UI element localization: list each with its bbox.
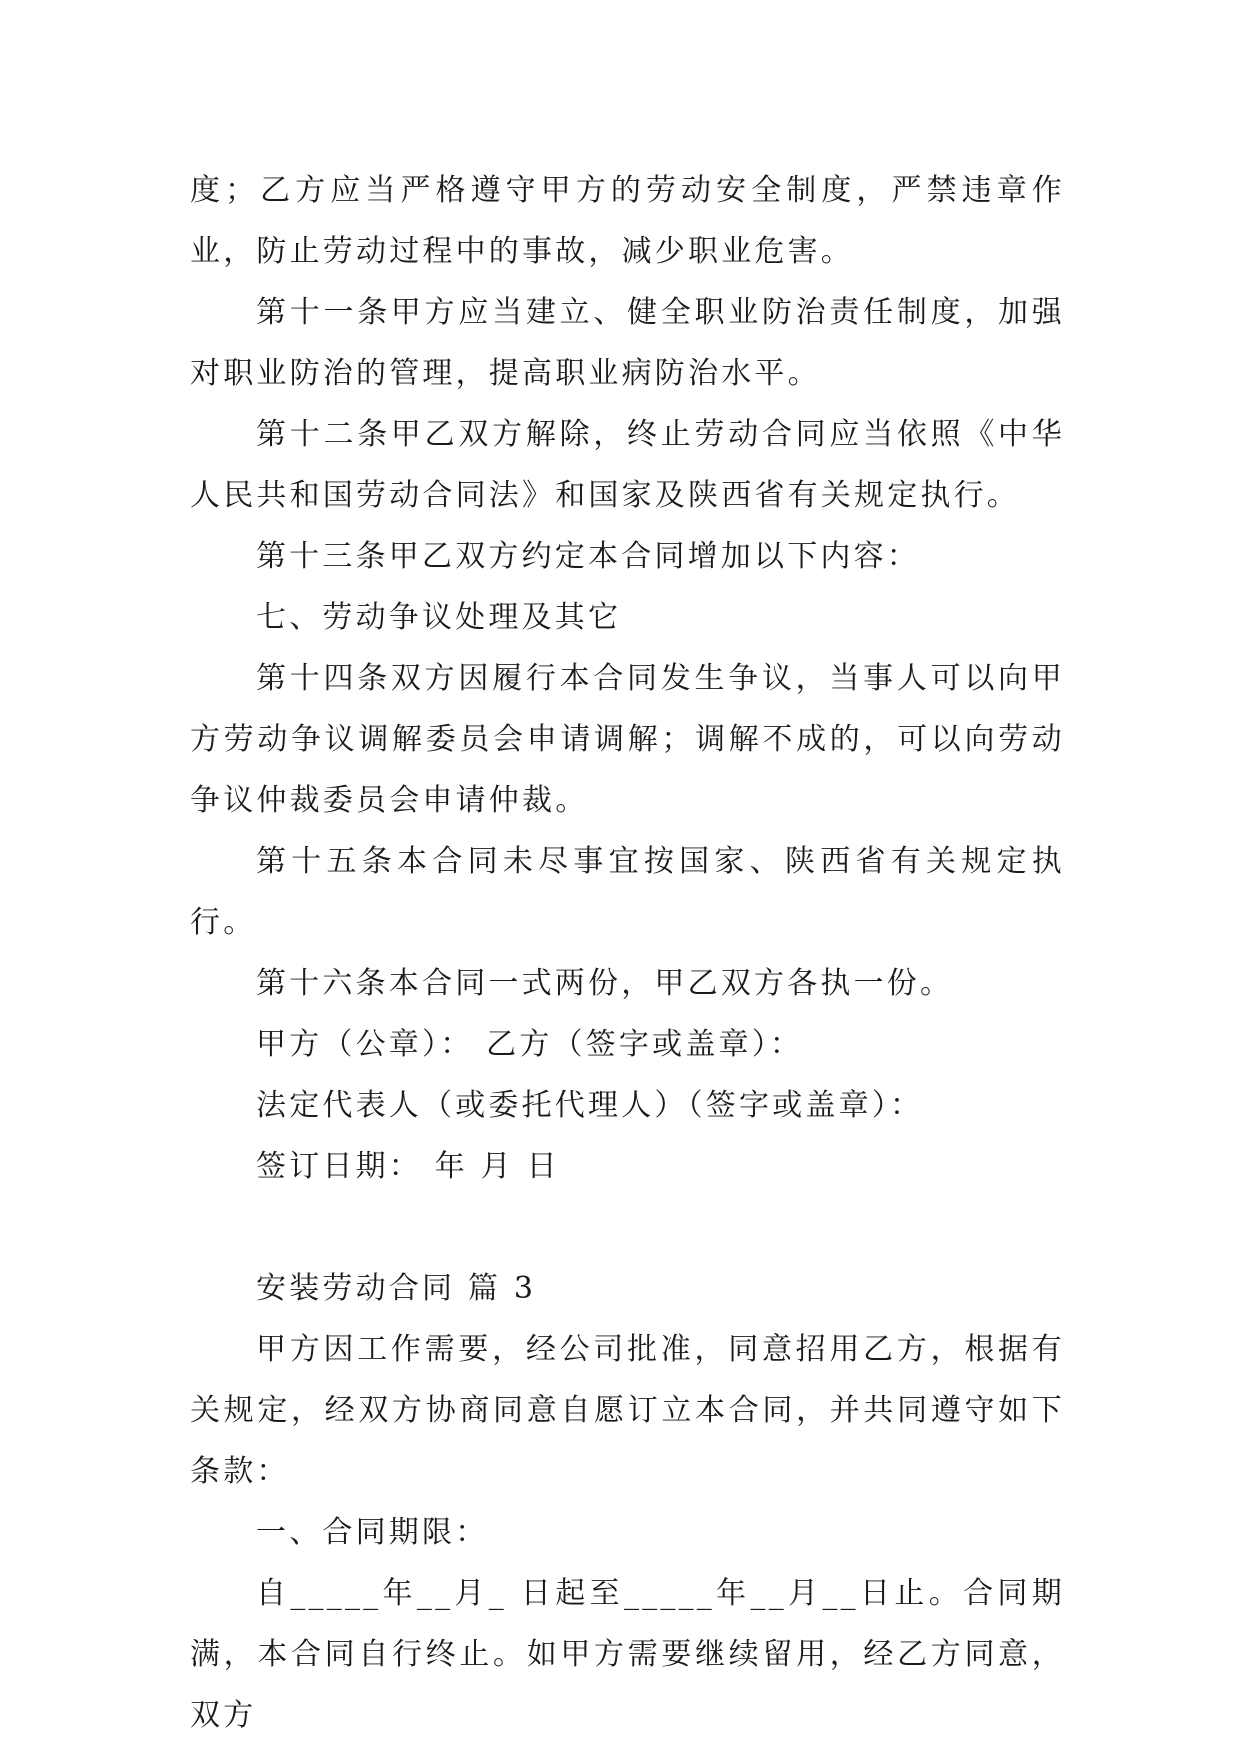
blank-line: [190, 1197, 1065, 1258]
paragraph-article-15: 第十五条本合同未尽事宜按国家、陕西省有关规定执行。: [190, 844, 1065, 940]
paragraph-continuation: 度；乙方应当严格遵守甲方的劳动安全制度，严禁违章作业，防止劳动过程中的事故，减少职业危害。: [190, 173, 1065, 269]
document-body: [190, 160, 1065, 1746]
paragraph-article-12: 第十二条甲乙双方解除，终止劳动合同应当依照《中华人民共和国劳动合同法》和国家及陕西省有关规定执行。: [190, 417, 1065, 513]
section-title-contract-3: 安装劳动合同 篇 3: [256, 1271, 537, 1306]
signature-representative-line: 法定代表人（或委托代理人）（签字或盖章）：: [256, 1088, 924, 1123]
signature-date-line: 签订日期： 年 月 日: [256, 1149, 560, 1184]
paragraph-article-14: 第十四条双方因履行本合同发生争议，当事人可以向甲方劳动争议调解委员会申请调解；调解不成的，可以向劳动争议仲裁委员会申请仲裁。: [190, 661, 1065, 818]
paragraph-article-16: 第十六条本合同一式两份，甲乙双方各执一份。: [256, 966, 954, 1001]
paragraph-preamble: 甲方因工作需要，经公司批准，同意招用乙方，根据有关规定，经双方协商同意自愿订立本合同，并共同遵守如下条款：: [190, 1332, 1065, 1489]
signature-parties-line: 甲方（公章）： 乙方（签字或盖章）：: [256, 1027, 804, 1062]
paragraph-article-11: 第十一条甲方应当建立、健全职业防治责任制度，加强对职业防治的管理，提高职业病防治水平。: [190, 295, 1065, 391]
paragraph-article-13: 第十三条甲乙双方约定本合同增加以下内容：: [256, 539, 920, 574]
section-heading-disputes: 七、劳动争议处理及其它: [256, 600, 622, 635]
paragraph-term-details: 自_____年__月_ 日起至_____年__月__日止。合同期满，本合同自行终止。如甲方需要继续留用，经乙方同意，双方: [190, 1576, 1065, 1733]
section-heading-term: 一、合同期限：: [256, 1515, 489, 1550]
